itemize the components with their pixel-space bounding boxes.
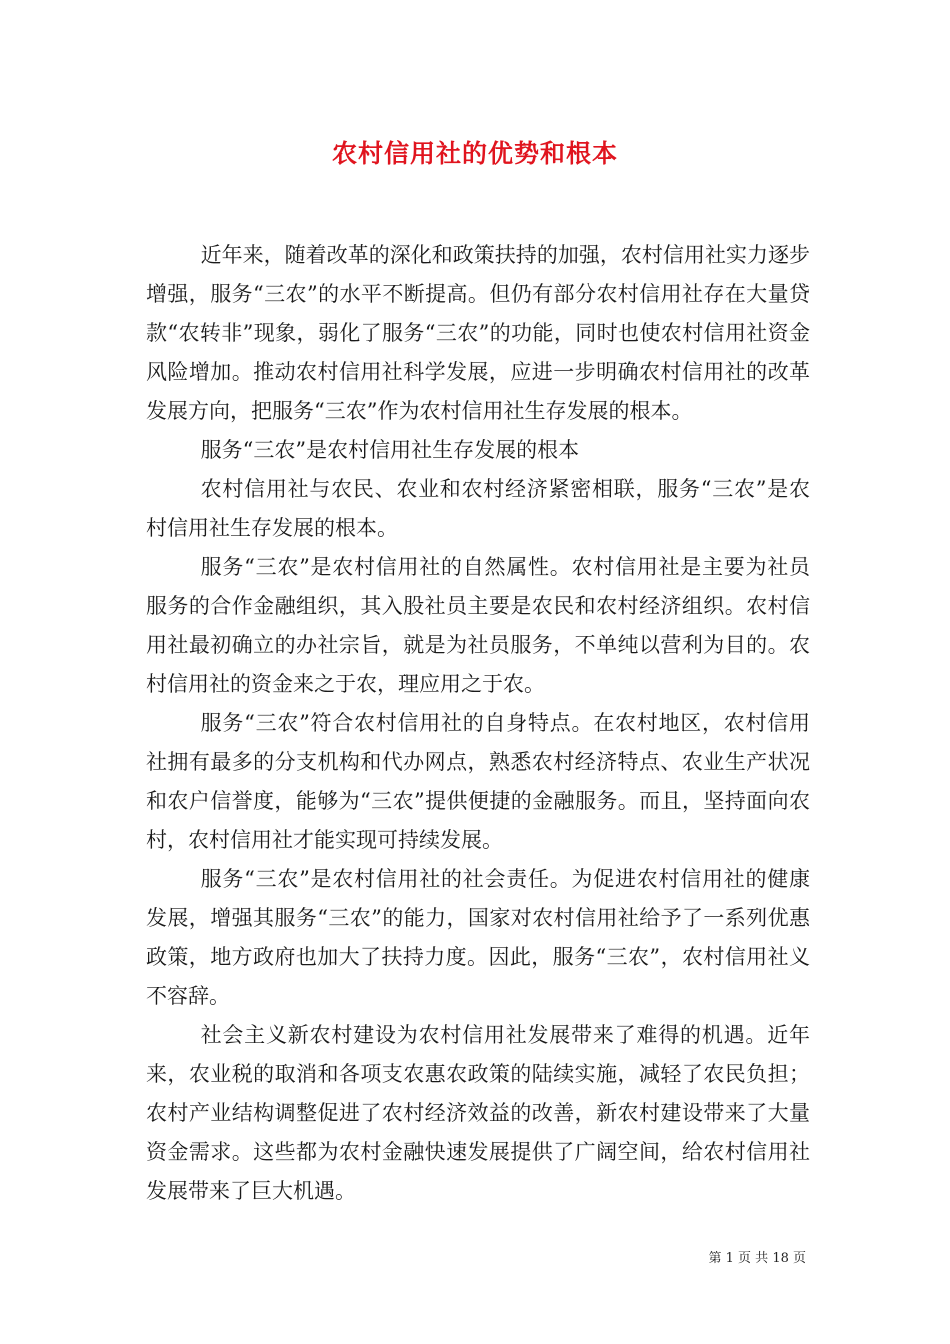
- section-heading: 服务“三农”是农村信用社生存发展的根本: [200, 438, 580, 462]
- document-title: 农村信用社的优势和根本: [331, 139, 618, 168]
- paragraph: 农村信用社与农民、农业和农村经济紧密相联，服务“三农”是农村信用社生存发展的根本。: [146, 477, 810, 540]
- paragraph: 服务“三农”符合农村信用社的自身特点。在农村地区，农村信用社拥有最多的分支机构和代办网点，熟悉农村经济特点、农业生产状况和农户信誉度，能够为“三农”提供便捷的金融服务。而且，坚持面向农村，农村信用社才能实现可持续发展。: [146, 711, 810, 852]
- document-body: [146, 236, 810, 1211]
- paragraph: 服务“三农”是农村信用社的社会责任。为促进农村信用社的健康发展，增强其服务“三农”的能力，国家对农村信用社给予了一系列优惠政策，地方政府也加大了扶持力度。因此，服务“三农”，农村信用社义不容辞。: [146, 867, 810, 1008]
- page-number: 第 1 页 共 18 页: [708, 1251, 806, 1266]
- paragraph: 近年来，随着改革的深化和政策扶持的加强，农村信用社实力逐步增强，服务“三农”的水平不断提高。但仍有部分农村信用社存在大量贷款“农转非”现象，弱化了服务“三农”的功能，同时也使农村信用社资金风险增加。推动农村信用社科学发展，应进一步明确农村信用社的改革发展方向，把服务“三农”作为农村信用社生存发展的根本。: [146, 243, 810, 423]
- paragraph: 社会主义新农村建设为农村信用社发展带来了难得的机遇。近年来，农业税的取消和各项支农惠农政策的陆续实施，减轻了农民负担；农村产业结构调整促进了农村经济效益的改善，新农村建设带来了大量资金需求。这些都为农村金融快速发展提供了广阔空间，给农村信用社发展带来了巨大机遇。: [146, 1023, 810, 1203]
- paragraph: 服务“三农”是农村信用社的自然属性。农村信用社是主要为社员服务的合作金融组织，其入股社员主要是农民和农村经济组织。农村信用社最初确立的办社宗旨，就是为社员服务，不单纯以营利为目的。农村信用社的资金来之于农，理应用之于农。: [146, 555, 810, 696]
